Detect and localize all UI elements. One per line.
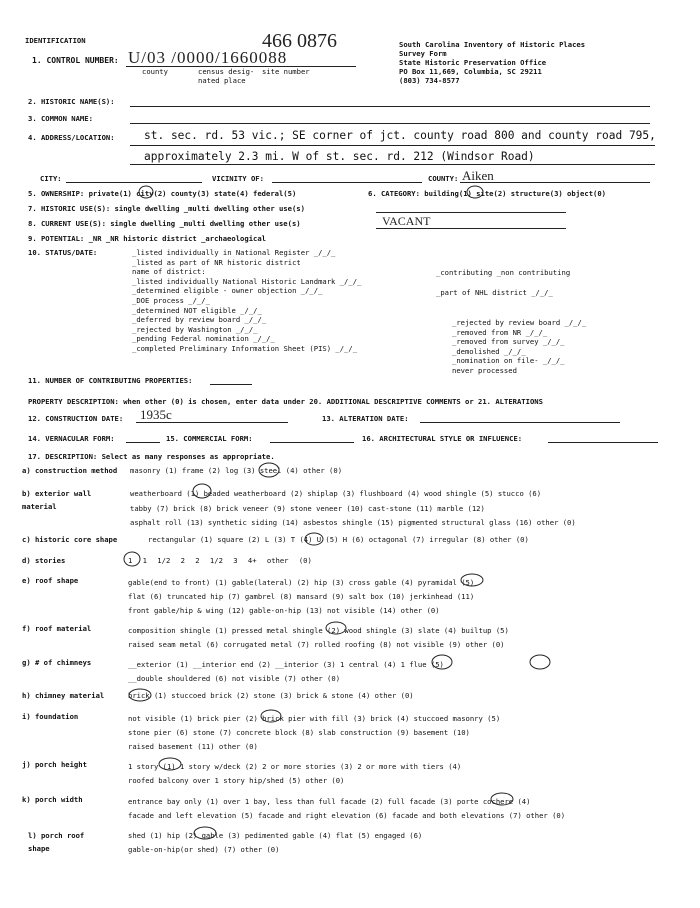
desc-line[interactable]: flat (6) truncated hip (7) gambrel (8) mansard (9) salt box (10) jerkinhead (11) [128,592,475,601]
desc-line[interactable]: asphalt roll (13) synthetic siding (14) asbestos shingle (15) pigmented structural glass (16) other (0) [130,518,576,527]
desc-label-j: j) porch height [22,760,87,769]
desc-label-d: d) stories [22,556,66,565]
status-option[interactable]: _listed individually National Historic Landmark _/_/_ [132,276,362,286]
desc-label-a: a) construction method [22,466,118,475]
desc-label-b: b) exterior wall material [22,489,92,511]
mark-one-story [159,758,181,770]
desc-line[interactable]: roofed balcony over 1 story hip/shed (5) other (0) [128,776,345,785]
vernacular-form-label: 14. VERNACULAR FORM: [28,434,115,443]
historic-uses-line: 7. HISTORIC USE(S): single dwelling _multi dwelling other use(s) [28,204,305,213]
desc-line[interactable]: tabby (7) brick (8) brick veneer (9) stone veneer (10) cast-stone (11) marble (12) [130,503,485,513]
description-intro: 17. DESCRIPTION: Select as many responses as appropriate. [28,452,275,461]
status-option[interactable]: _rejected by Washington _/_/_ [132,324,258,334]
desc-label-e: e) roof shape [22,576,79,585]
desc-line[interactable]: raised seam metal (6) corrugated metal (7) rolled roofing (8) not visible (9) other (0) [128,640,505,649]
desc-line[interactable]: gable(end to front) (1) gable(lateral) (2) hip (3) cross gable (4) pyramidal (5) [128,578,475,587]
desc-line[interactable]: entrance bay only (1) over 1 bay, less than full facade (2) full facade (3) porte cochere (4) [128,797,531,806]
census-caption: census desig- nated place [198,67,255,85]
mark-core-l [305,533,323,545]
county-value: Aiken [462,168,494,183]
status-label: 10. STATUS/DATE: [28,248,98,257]
status-option: never processed [452,365,517,375]
desc-label-l: l) porch roof shape [28,831,85,853]
mark-ownership-private [139,186,153,198]
status-option[interactable]: _rejected by review board _/_/_ [452,318,587,327]
property-description-line: PROPERTY DESCRIPTION: when other (0) is chosen, enter data under 20. ADDITIONAL DESCRIPTIVE COMMENTS or 21. ALTERATIONS [28,397,543,406]
status-nhl-district[interactable]: _part of NHL district _/_/_ [436,288,553,297]
desc-line[interactable]: __double shouldered (6) not visible (7) other (0) [128,674,341,683]
desc-line[interactable]: gable-on-hip(or shed) (7) other (0) [128,845,280,854]
status-option[interactable]: _listed as part of NR historic district [132,257,301,267]
mark-corrugated [326,622,346,634]
construction-date-label: 12. CONSTRUCTION DATE: [28,414,124,423]
historic-names-label: 2. HISTORIC NAME(S): [28,97,115,106]
status-option[interactable]: _deferred by review board _/_/_ [132,315,267,325]
ownership-line: 5. OWNERSHIP: private(1) city(2) county(3) state(4) federal(5) [28,189,297,198]
identification-heading: IDENTIFICATION [25,36,86,45]
desc-label-f: f) roof material [22,624,92,633]
mark-frame [259,463,279,477]
desc-line[interactable]: __exterior (1) __interior end (2) __interior (3) 1 central (4) 1 flue (5) [128,660,444,669]
desc-line[interactable]: weatherboard (1) beaded weatherboard (2) shiplap (3) flushboard (4) wood shingle (5) stucco (6) [130,489,542,498]
status-option[interactable]: _nomination on file- _/_/_ [452,356,565,366]
desc-label-h: h) chimney material [22,691,105,700]
status-option[interactable]: _determined eligible - owner objection _/_/_ [132,286,323,296]
mark-weatherboard [193,484,211,498]
mark-cross-gable [461,574,483,586]
current-other-value: VACANT [382,214,431,228]
file-number: 466 0876 [262,30,337,52]
status-option[interactable]: _determined NOT eligible _/_/_ [132,305,262,315]
current-uses-line: 8. CURRENT USE(S): single dwelling _multi dwelling other use(s) [28,219,301,228]
county-caption: county [142,67,168,76]
desc-line[interactable]: composition shingle (1) pressed metal shingle (2) wood shingle (3) slate (4) builtup (5) [128,626,509,635]
desc-label-i: i) foundation [22,712,79,721]
agency-line: State Historic Preservation Office [399,58,547,67]
desc-line[interactable]: facade and left elevation (5) facade and right elevation (6) facade and both elevations (7) other (0) [128,811,566,820]
commercial-form-label: 15. COMMERCIAL FORM: [166,434,253,443]
status-option[interactable]: _completed Preliminary Information Sheet (PIS) _/_/_ [132,343,358,353]
status-option[interactable]: _removed from survey _/_/_ [452,337,565,347]
desc-label-c: c) historic core shape [22,535,118,544]
control-number-value: U/03 /0000/1660088 [128,48,288,67]
agency-line: South Carolina Inventory of Historic Places [399,40,586,49]
mark-hip [194,827,216,839]
address-line-1: st. sec. rd. 53 vic.; SE corner of jct. county road 800 and county road 795, [144,129,656,142]
desc-line[interactable]: stone pier (6) stone (7) concrete block (8) slab construction (9) basement (10) [128,728,470,737]
mark-flue [530,655,550,669]
desc-line[interactable]: 1 story (1) 1 story w/deck (2) 2 or more stories (3) 2 or more with tiers (4) [128,762,462,771]
desc-line[interactable]: 1 1 1/2 2 2 1/2 3 4+ other (0) [128,556,312,565]
address-line-2: approximately 2.3 mi. W of st. sec. rd. 212 (Windsor Road) [144,150,535,163]
mark-brick-pier [261,710,281,722]
potential-line: 9. POTENTIAL: _NR _NR historic district _archaeological [28,234,266,243]
desc-line[interactable]: rectangular (1) square (2) L (3) T (4) U (5) H (6) octagonal (7) irregular (8) other (0) [148,535,529,544]
status-option: name of district: [132,267,206,277]
mark-full-facade [491,793,513,805]
agency-line: (803) 734-8577 [399,76,460,85]
status-option[interactable]: _DOE process _/_/_ [132,295,210,305]
desc-line[interactable]: shed (1) hip (2) gable (3) pedimented gable (4) flat (5) engaged (6) [128,831,423,840]
vicinity-label: VICINITY OF: [212,174,264,183]
site-caption: site number [262,67,310,76]
desc-label-k: k) porch width [22,795,83,804]
status-contributing[interactable]: _contributing _non contributing [436,268,571,277]
status-option[interactable]: _listed individually in National Register _/_/_ [132,248,336,257]
architectural-style-label: 16. ARCHITECTURAL STYLE OR INFLUENCE: [362,434,523,443]
city-label: CITY: [40,174,62,183]
status-option[interactable]: _demolished _/_/_ [452,346,526,356]
alteration-date-label: 13. ALTERATION DATE: [322,414,409,423]
mark-brick [129,689,151,701]
mark-category-building [467,186,483,198]
category-line: 6. CATEGORY: building(1) site(2) structure(3) object(0) [368,189,606,198]
desc-line[interactable]: brick (1) stuccoed brick (2) stone (3) brick & stone (4) other (0) [128,691,414,700]
desc-line[interactable]: not visible (1) brick pier (2) brick pier with fill (3) brick (4) stuccoed masonry (5) [128,714,501,723]
status-option[interactable]: _removed from NR _/_/_ [452,327,548,337]
contributing-properties-label: 11. NUMBER OF CONTRIBUTING PROPERTIES: [28,376,193,385]
mark-story-1 [124,552,140,566]
county-label: COUNTY: [428,174,459,183]
common-name-label: 3. COMMON NAME: [28,114,93,123]
mark-central [432,655,452,669]
agency-line: PO Box 11,669, Columbia, SC 29211 [399,67,542,76]
status-option[interactable]: _pending Federal nomination _/_/_ [132,334,275,344]
control-number-label: 1. CONTROL NUMBER: [32,56,119,65]
desc-line[interactable]: raised basement (11) other (0) [128,742,258,751]
desc-line[interactable]: front gable/hip & wing (12) gable-on-hip (13) not visible (14) other (0) [128,606,440,615]
desc-label-g: g) # of chimneys [22,658,92,667]
desc-line[interactable]: masonry (1) frame (2) log (3) steel (4) other (0) [130,466,343,475]
address-label: 4. ADDRESS/LOCATION: [28,133,115,142]
agency-line: Survey Form [399,49,447,58]
construction-date-value: 1935c [140,407,172,422]
